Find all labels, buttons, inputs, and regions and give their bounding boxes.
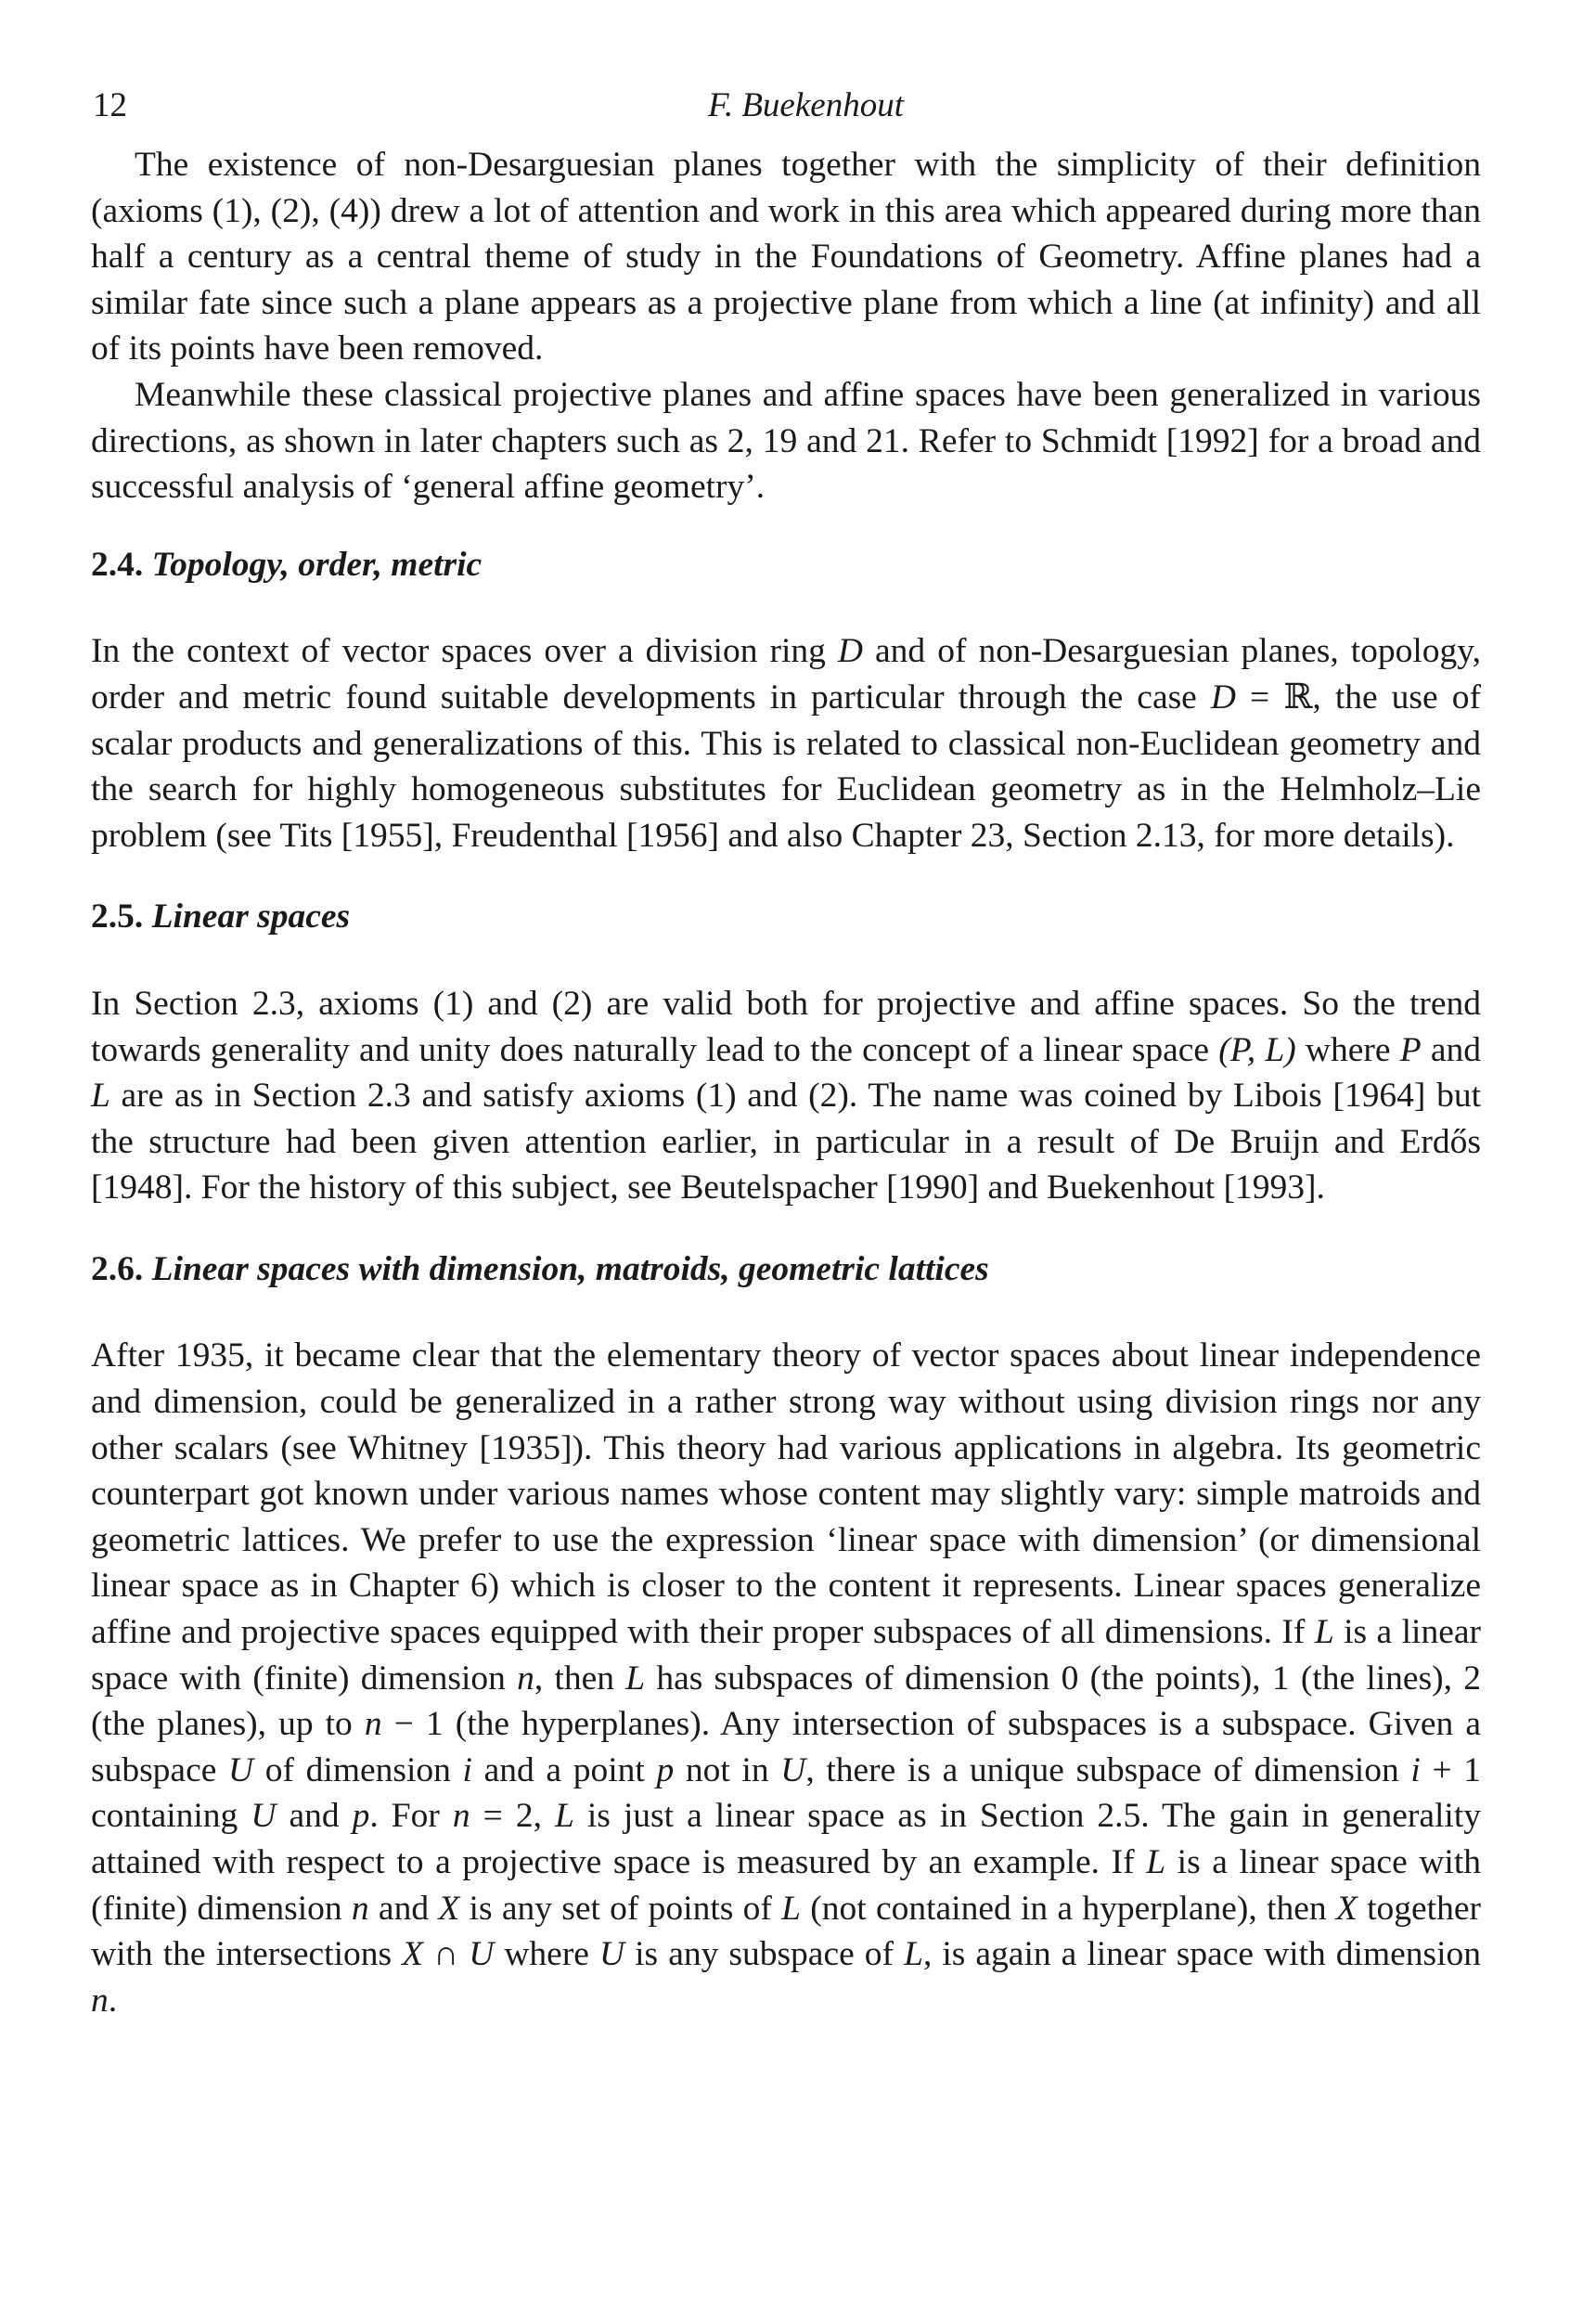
section-number: 2.5. <box>91 897 144 936</box>
section-title: Linear spaces with dimension, matroids, geometric lattices <box>151 1249 989 1288</box>
intro-paragraph-1: The existence of non-Desarguesian planes together with the simplicity of their definition (axioms (1), (2), (4)) drew a lot of attention and work in this area which appeared during more than half a century as a central theme of study in the Foundations of Geometry. Affine planes had a similar fate since such a plane appears as a projective plane from which a line (at infinity) and all of its points have been removed. <box>91 146 1481 368</box>
section-title: Topology, order, metric <box>151 545 483 584</box>
section-heading-2-6 <box>91 1246 1481 1293</box>
section-number: 2.4. <box>91 545 144 584</box>
section-number: 2.6. <box>91 1249 144 1288</box>
running-head <box>91 74 1481 130</box>
running-title: F. Buekenhout <box>708 86 904 124</box>
section-2-6-paragraph: After 1935, it became clear that the elementary theory of vector spaces about linear independence and dimension, could be generalized in a rather strong way without using division rings nor any other scalars (see Whitney [1935]). This theory had various applications in algebra. Its geometric counterpart got known under various names whose content may slightly vary: simple matroids and geometric lattices. We prefer to use the expression ‘linear space with dimension’ (or dimensional linear space as in Chapter 6) which is closer to the content it represents. Linear spaces generalize affine and projective spaces equipped with their proper subspaces of all dimensions. If L is a linear space with (finite) dimension n, then L has subspaces of dimension 0 (the points), 1 (the lines), 2 (the planes), up to n − 1 (the hyperplanes). Any intersection of subspaces is a subspace. Given a subspace U of dimension i and a point p not in U, there is a unique subspace of dimension i + 1 containing U and p. For n = 2, L is just a linear space as in Section 2.5. The gain in generality attained with respect to a projective space is measured by an example. If L is a linear space with (finite) dimension n and X is any set of points of L (not contained in a hyperplane), then X together with the intersections X ∩ U where U is any subspace of L, is again a linear space with dimension n. <box>91 1336 1482 2020</box>
page <box>91 74 1481 2023</box>
intro-paragraph-2: Meanwhile these classical projective planes and affine spaces have been generalized in various directions, as shown in later chapters such as 2, 19 and 21. Refer to Schmidt [1992] for a broad and successful analysis of ‘general affine geometry’. <box>91 375 1481 507</box>
section-2-5-paragraph: In Section 2.3, axioms (1) and (2) are valid both for projective and affine spaces. So the trend towards generality and unity does naturally lead to the concept of a linear space (P, L) where P and L are as in Section 2.3 and satisfy axioms (1) and (2). The name was coined by Libois [1964] but the structure had been given attention earlier, in particular in a result of De Bruijn and Erdős [1948]. For the history of this subject, see Beutelspacher [1990] and Buekenhout [1993]. <box>91 984 1482 1207</box>
section-heading-2-5 <box>91 894 1481 940</box>
section-heading-2-4 <box>91 542 1481 588</box>
section-2-4-paragraph: In the context of vector spaces over a division ring D and of non-Desarguesian planes, topology, order and metric found suitable developments in particular through the case D = ℝ, the use of scalar products and generalizations of this. This is related to classical non-Euclidean geometry and the search for highly homogeneous substitutes for Euclidean geometry as in the Helmholz–Lie problem (see Tits [1955], Freudenthal [1956] and also Chapter 23, Section 2.13, for more details). <box>91 632 1481 855</box>
section-title: Linear spaces <box>151 897 351 936</box>
page-number: 12 <box>93 86 127 124</box>
